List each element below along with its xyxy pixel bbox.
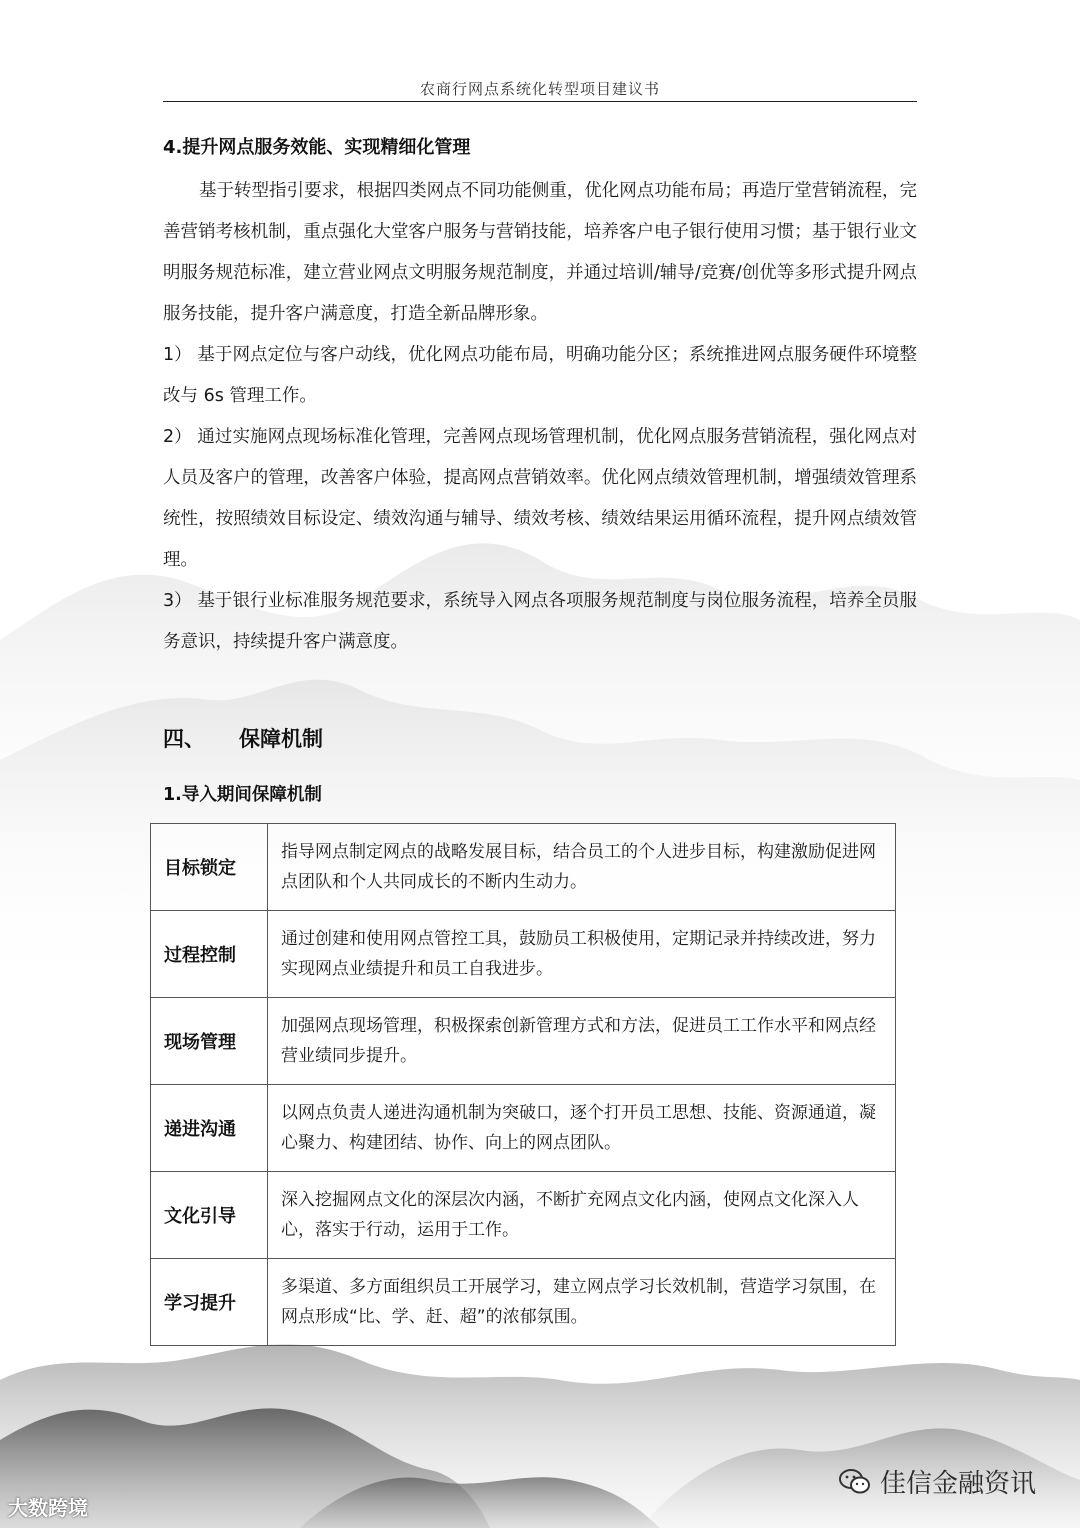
section-4-content bbox=[163, 133, 917, 663]
mechanism-description: 指导网点制定网点的战略发展目标，结合员工的个人进步目标，构建激励促进网点团队和个人共同成长的不断内生动力。 bbox=[268, 824, 896, 911]
table-row bbox=[151, 998, 896, 1085]
mechanism-key: 递进沟通 bbox=[151, 1085, 268, 1172]
mechanism-description: 加强网点现场管理，积极探索创新管理方式和方法，促进员工工作水平和网点经营业绩同步提升。 bbox=[268, 998, 896, 1085]
header-divider bbox=[163, 101, 917, 102]
section-4-heading: 4.提升网点服务效能、实现精细化管理 bbox=[163, 137, 471, 158]
mechanism-description: 多渠道、多方面组织员工开展学习，建立网点学习长效机制，营造学习氛围，在网点形成“比、学、赶、超”的浓郁氛围。 bbox=[268, 1259, 896, 1346]
list-item: 3） 基于银行业标准服务规范要求，系统导入网点各项服务规范制度与岗位服务流程，培养全员服务意识，持续提升客户满意度。 bbox=[163, 591, 917, 652]
mechanism-key: 现场管理 bbox=[151, 998, 268, 1085]
section-4-intro: 基于转型指引要求，根据四类网点不同功能侧重，优化网点功能布局；再造厅堂营销流程，完善营销考核机制，重点强化大堂客户服务与营销技能，培养客户电子银行使用习惯；基于银行业文明服务规范标准，建立营业网点文明服务规范制度，并通过培训/辅导/竞赛/创优等多形式提升网点服务技能，提升客户满意度，打造全新品牌形象。 bbox=[163, 181, 917, 324]
table-row bbox=[151, 1259, 896, 1346]
section-number: 四、 bbox=[163, 727, 205, 751]
mechanism-key: 学习提升 bbox=[151, 1259, 268, 1346]
table-row bbox=[151, 824, 896, 911]
mechanism-description: 通过创建和使用网点管控工具，鼓励员工积极使用，定期记录并持续改进，努力实现网点业绩提升和员工自我进步。 bbox=[268, 911, 896, 998]
watermark-right bbox=[838, 1463, 1036, 1500]
mechanism-table bbox=[150, 823, 896, 1346]
mechanism-key: 文化引导 bbox=[151, 1172, 268, 1259]
mechanism-key: 目标锁定 bbox=[151, 824, 268, 911]
mechanism-description: 深入挖掘网点文化的深层次内涵，不断扩充网点文化内涵，使网点文化深入人心，落实于行动，运用于工作。 bbox=[268, 1172, 896, 1259]
watermark-right-text: 佳信金融资讯 bbox=[880, 1469, 1037, 1499]
table-row bbox=[151, 1172, 896, 1259]
section-title-text: 保障机制 bbox=[239, 727, 323, 751]
mechanism-key: 过程控制 bbox=[151, 911, 268, 998]
section-four-title bbox=[163, 722, 323, 756]
table-row bbox=[151, 1085, 896, 1172]
list-item: 1） 基于网点定位与客户动线，优化网点功能布局，明确功能分区；系统推进网点服务硬件环境整改与 6s 管理工作。 bbox=[163, 345, 917, 406]
header-title: 农商行网点系统化转型项目建议书 bbox=[419, 80, 660, 98]
sub-heading: 1.导入期间保障机制 bbox=[163, 785, 322, 805]
list-item: 2） 通过实施网点现场标准化管理，完善网点现场管理机制，优化网点服务营销流程，强化网点对人员及客户的管理，改善客户体验，提高网点营销效率。优化网点绩效管理机制，增强绩效管理系统性，按照绩效目标设定、绩效沟通与辅导、绩效考核、绩效结果运用循环流程，提升网点绩效管理。 bbox=[163, 427, 917, 570]
watermark-left bbox=[8, 1492, 88, 1521]
watermark-left-text: 大数跨境 bbox=[8, 1496, 88, 1520]
table-row bbox=[151, 911, 896, 998]
wechat-icon bbox=[838, 1468, 872, 1496]
mechanism-description: 以网点负责人递进沟通机制为突破口，逐个打开员工思想、技能、资源通道，凝心聚力、构建团结、协作、向上的网点团队。 bbox=[268, 1085, 896, 1172]
